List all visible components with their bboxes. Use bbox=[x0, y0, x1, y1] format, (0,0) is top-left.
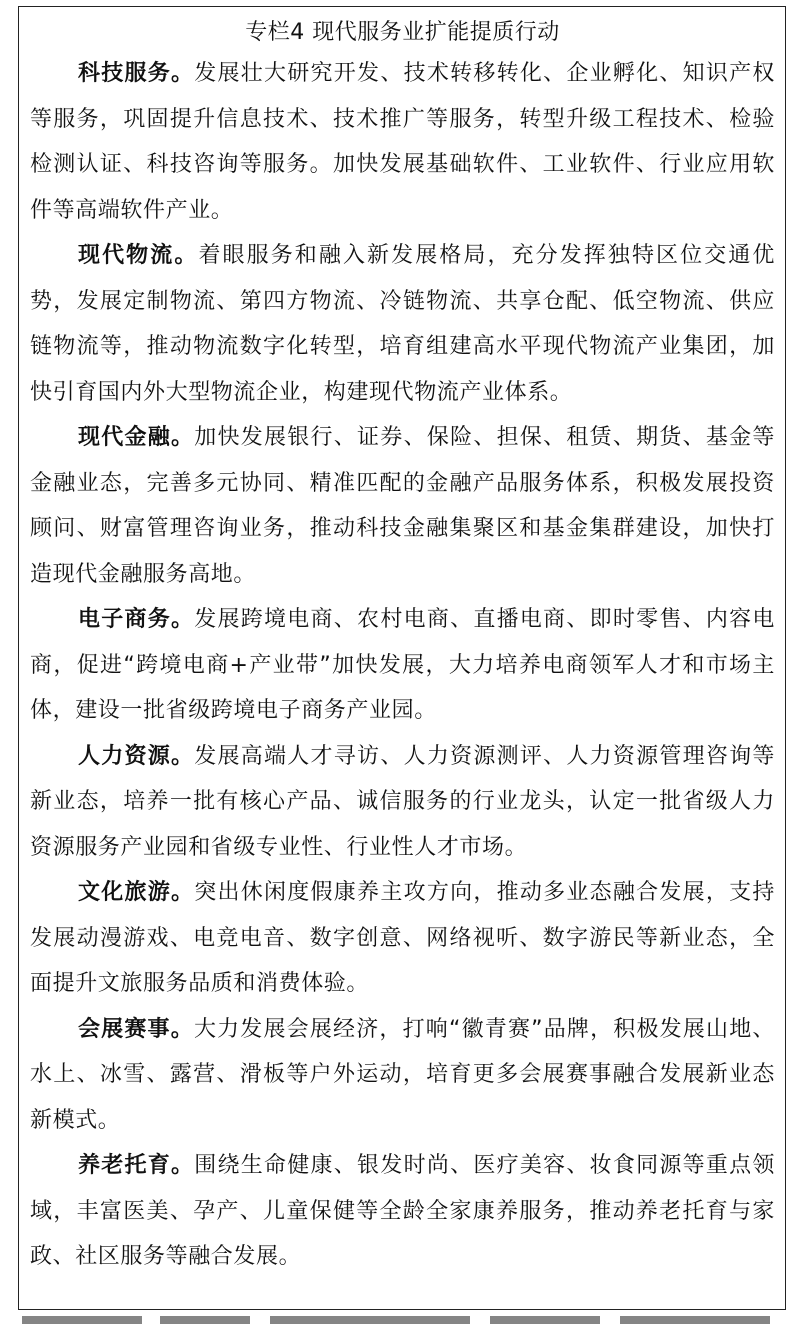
section-heading: 文化旅游。 bbox=[78, 880, 195, 905]
section-modern-logistics bbox=[30, 233, 775, 415]
section-text: 围绕生命健康、银发时尚、医疗美容、妆食同源等重点领域，丰富医美、孕产、儿童保健等全龄全家康养服务，推动养老托育与家政、社区服务等融合发展。 bbox=[30, 1153, 775, 1269]
section-text: 发展高端人才寻访、人力资源测评、人力资源管理咨询等新业态，培养一批有核心产品、诚信服务的行业龙头，认定一批省级人力资源服务产业园和省级专业性、行业性人才市场。 bbox=[30, 743, 775, 860]
section-culture-tourism bbox=[30, 870, 775, 1007]
section-modern-finance bbox=[30, 415, 775, 597]
section-heading: 电子商务。 bbox=[78, 607, 195, 632]
cropped-text-fragment bbox=[490, 1316, 600, 1324]
section-text: 加快发展银行、证券、保险、担保、租赁、期货、基金等金融业态，完善多元协同、精准匹配的金融产品服务体系，积极发展投资顾问、财富管理咨询业务，推动科技金融集聚区和基金集群建设，加快打造现代金融服务高地。 bbox=[30, 425, 775, 587]
section-heading: 科技服务。 bbox=[78, 61, 195, 86]
section-heading: 现代物流。 bbox=[78, 243, 199, 268]
column-box bbox=[18, 6, 786, 1310]
cropped-text-fragment bbox=[160, 1316, 250, 1324]
section-heading: 会展赛事。 bbox=[78, 1016, 194, 1042]
cropped-text-fragment bbox=[270, 1316, 470, 1324]
section-text: 发展壮大研究开发、技术转移转化、企业孵化、知识产权等服务，巩固提升信息技术、技术推广等服务，转型升级工程技术、检验检测认证、科技咨询等服务。加快发展基础软件、工业软件、行业应用软件等高端软件产业。 bbox=[30, 61, 775, 223]
cropped-text-fragment bbox=[22, 1316, 142, 1324]
section-text: 突出休闲度假康养主攻方向，推动多业态融合发展，支持发展动漫游戏、电竞电音、数字创意、网络视听、数字游民等新业态，全面提升文旅服务品质和消费体验。 bbox=[30, 880, 775, 996]
section-heading: 养老托育。 bbox=[78, 1153, 195, 1178]
section-text: 发展跨境电商、农村电商、直播电商、即时零售、内容电商，促进“跨境电商+产业带”加快发展，大力培养电商领军人才和市场主体，建设一批省级跨境电子商务产业园。 bbox=[30, 607, 775, 723]
section-text: 着眼服务和融入新发展格局，充分发挥独特区位交通优势，发展定制物流、第四方物流、冷链物流、共享仓配、低空物流、供应链物流等，推动物流数字化转型，培育组建高水平现代物流产业集团，加快引育国内外大型物流企业，构建现代物流产业体系。 bbox=[30, 243, 775, 405]
section-elderly-childcare bbox=[30, 1143, 775, 1280]
section-human-resources bbox=[30, 734, 775, 871]
section-heading: 现代金融。 bbox=[78, 425, 195, 450]
cropped-text-fragment bbox=[620, 1316, 770, 1324]
section-tech-services bbox=[30, 51, 775, 233]
section-exhibitions-events bbox=[30, 1007, 775, 1144]
cropped-next-line bbox=[0, 1314, 788, 1324]
section-heading: 人力资源。 bbox=[78, 743, 195, 769]
section-text: 大力发展会展经济，打响“徽青赛”品牌，积极发展山地、水上、冰雪、露营、滑板等户外运动，培育更多会展赛事融合发展新业态新模式。 bbox=[30, 1016, 775, 1133]
section-e-commerce bbox=[30, 597, 775, 734]
column-title: 专栏4 现代服务业扩能提质行动 bbox=[245, 20, 560, 45]
